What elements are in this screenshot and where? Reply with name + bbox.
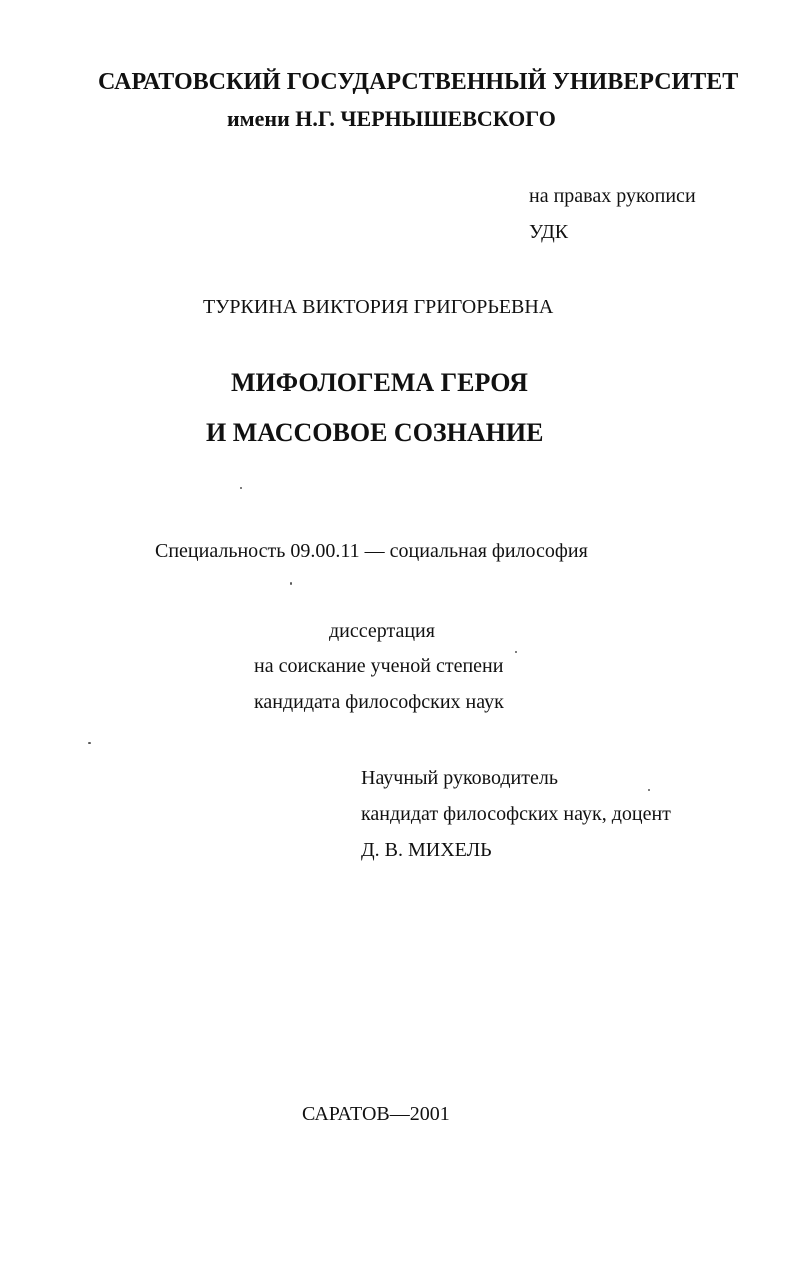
university-name: САРАТОВСКИЙ ГОСУДАРСТВЕННЫЙ УНИВЕРСИТЕТ bbox=[98, 69, 739, 95]
dissertation-title-line1: МИФОЛОГЕМА ГЕРОЯ bbox=[231, 368, 528, 397]
udk-label: УДК bbox=[529, 221, 569, 243]
manuscript-rights: на правах рукописи bbox=[529, 185, 696, 207]
supervisor-credentials: кандидат философских наук, доцент bbox=[361, 803, 671, 825]
scan-speck bbox=[648, 789, 650, 791]
degree-type: диссертация bbox=[329, 620, 435, 642]
university-named-after: имени Н.Г. ЧЕРНЫШЕВСКОГО bbox=[227, 106, 556, 131]
dissertation-title-line2: И МАССОВОЕ СОЗНАНИЕ bbox=[206, 418, 544, 447]
city-year: САРАТОВ—2001 bbox=[302, 1103, 450, 1125]
author-name: ТУРКИНА ВИКТОРИЯ ГРИГОРЬЕВНА bbox=[203, 296, 554, 318]
scan-speck bbox=[88, 742, 91, 744]
specialty: Специальность 09.00.11 — социальная философия bbox=[155, 540, 588, 562]
degree-purpose: на соискание ученой степени bbox=[254, 655, 504, 677]
supervisor-role: Научный руководитель bbox=[361, 767, 558, 789]
scan-speck bbox=[515, 651, 517, 653]
degree-field: кандидата философских наук bbox=[254, 691, 504, 713]
scan-speck bbox=[290, 582, 292, 585]
supervisor-name: Д. В. МИХЕЛЬ bbox=[361, 839, 492, 861]
scan-speck bbox=[240, 487, 242, 489]
